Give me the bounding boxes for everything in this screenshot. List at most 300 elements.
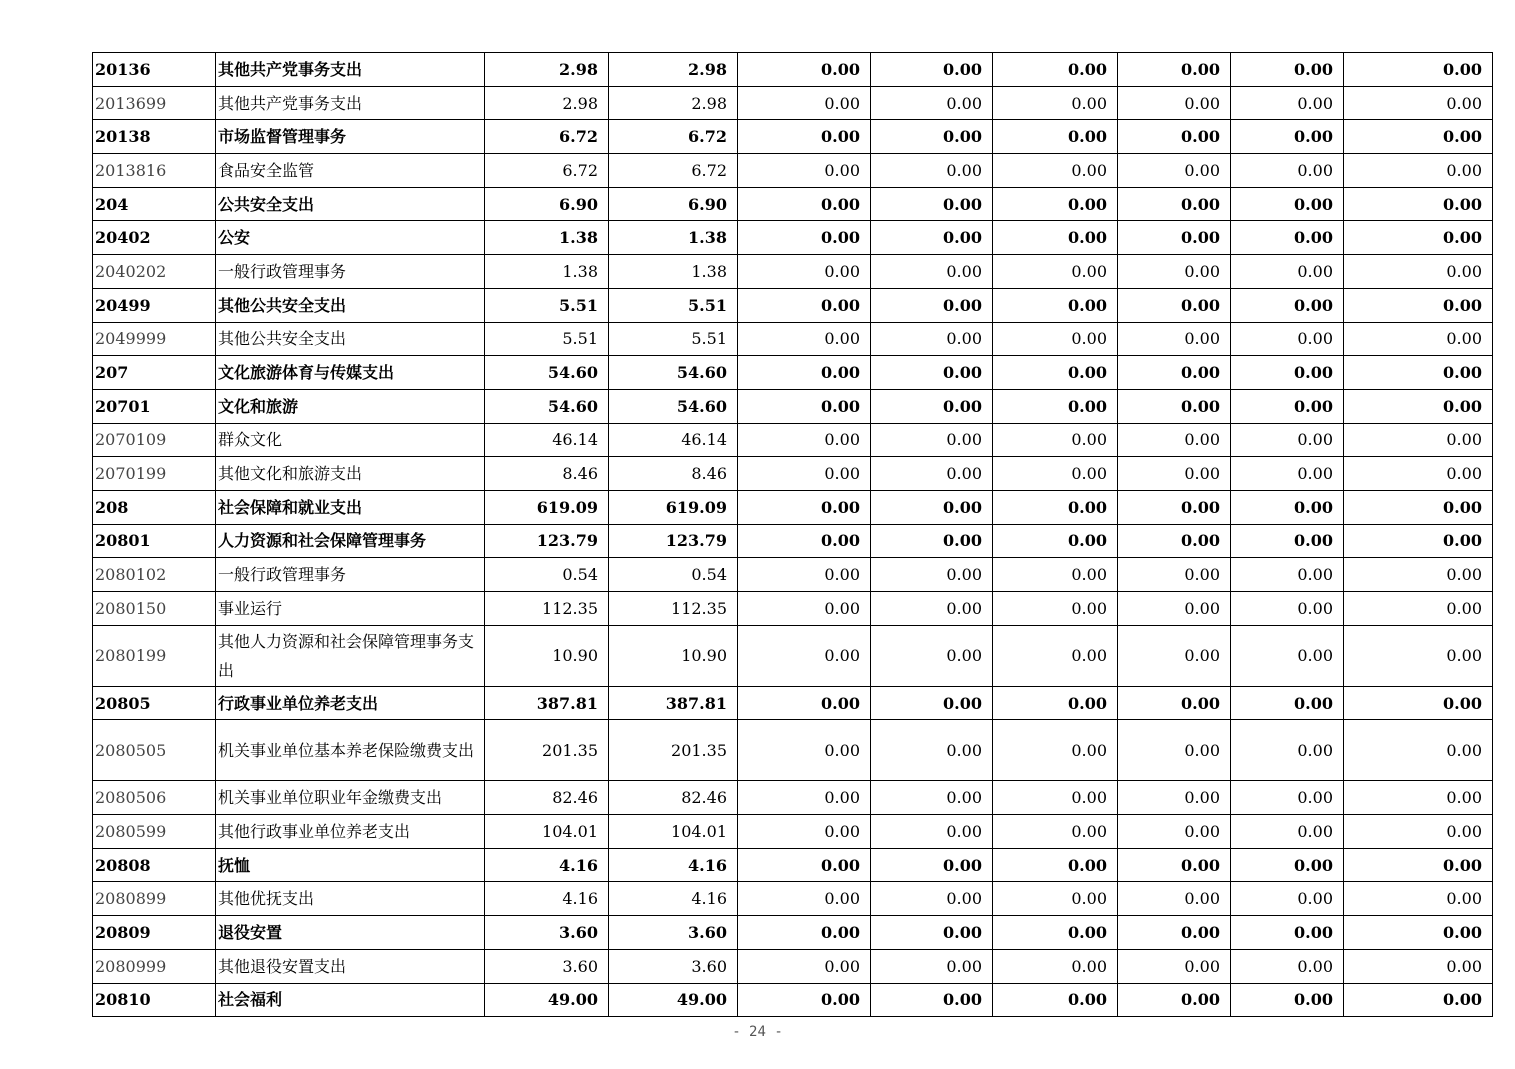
cell-subject-name: 其他人力资源和社会保障管理事务支出 [216, 625, 485, 686]
cell-amount: 0.00 [738, 322, 871, 356]
cell-amount: 0.00 [1344, 221, 1493, 255]
cell-subject-name: 其他退役安置支出 [216, 949, 485, 983]
cell-amount: 0.00 [871, 916, 993, 950]
cell-amount: 0.00 [738, 53, 871, 87]
cell-amount: 0.00 [993, 686, 1118, 720]
table-row [93, 815, 1493, 849]
cell-amount: 0.00 [1118, 524, 1231, 558]
cell-amount: 0.00 [738, 592, 871, 626]
table-row [93, 983, 1493, 1017]
table-row [93, 558, 1493, 592]
cell-amount: 387.81 [609, 686, 738, 720]
cell-amount: 0.00 [1118, 490, 1231, 524]
cell-amount: 0.00 [1231, 423, 1344, 457]
cell-amount: 0.00 [1344, 457, 1493, 491]
cell-subject-name: 市场监督管理事务 [216, 120, 485, 154]
cell-amount: 0.00 [738, 949, 871, 983]
cell-subject-name: 其他公共安全支出 [216, 288, 485, 322]
cell-amount: 2.98 [485, 86, 609, 120]
cell-amount: 0.00 [871, 625, 993, 686]
cell-amount: 0.00 [1118, 592, 1231, 626]
cell-subject-code: 20499 [93, 288, 216, 322]
cell-amount: 0.00 [871, 356, 993, 390]
cell-subject-name: 一般行政管理事务 [216, 558, 485, 592]
cell-subject-name: 食品安全监管 [216, 154, 485, 188]
cell-amount: 0.00 [1118, 187, 1231, 221]
cell-amount: 0.00 [993, 848, 1118, 882]
cell-subject-code: 2080102 [93, 558, 216, 592]
cell-amount: 0.00 [871, 720, 993, 781]
cell-amount: 6.72 [485, 154, 609, 188]
cell-subject-code: 20136 [93, 53, 216, 87]
cell-amount: 0.00 [1344, 720, 1493, 781]
cell-amount: 0.00 [1118, 558, 1231, 592]
table-row [93, 423, 1493, 457]
cell-amount: 0.00 [871, 592, 993, 626]
cell-subject-code: 2080999 [93, 949, 216, 983]
table-row [93, 221, 1493, 255]
cell-amount: 0.00 [993, 720, 1118, 781]
cell-amount: 0.00 [738, 154, 871, 188]
cell-amount: 0.54 [609, 558, 738, 592]
cell-amount: 0.00 [993, 120, 1118, 154]
page-number: - 24 - [732, 1024, 783, 1040]
cell-amount: 5.51 [609, 288, 738, 322]
cell-amount: 0.00 [871, 558, 993, 592]
cell-amount: 1.38 [609, 221, 738, 255]
cell-subject-code: 2070199 [93, 457, 216, 491]
cell-amount: 0.00 [738, 686, 871, 720]
cell-amount: 6.72 [609, 154, 738, 188]
cell-amount: 5.51 [485, 288, 609, 322]
cell-amount: 0.00 [871, 949, 993, 983]
cell-subject-code: 2080199 [93, 625, 216, 686]
cell-amount: 0.00 [1344, 848, 1493, 882]
table-row [93, 86, 1493, 120]
cell-amount: 0.00 [738, 490, 871, 524]
cell-subject-name: 一般行政管理事务 [216, 255, 485, 289]
cell-amount: 0.00 [1231, 288, 1344, 322]
cell-amount: 0.00 [993, 524, 1118, 558]
cell-amount: 0.00 [1118, 781, 1231, 815]
cell-amount: 0.00 [738, 288, 871, 322]
cell-amount: 3.60 [609, 949, 738, 983]
cell-amount: 0.00 [1118, 949, 1231, 983]
cell-amount: 123.79 [609, 524, 738, 558]
cell-amount: 4.16 [609, 848, 738, 882]
cell-amount: 0.00 [1118, 457, 1231, 491]
cell-amount: 0.00 [871, 53, 993, 87]
cell-amount: 0.00 [871, 848, 993, 882]
cell-subject-name: 退役安置 [216, 916, 485, 950]
cell-amount: 4.16 [485, 848, 609, 882]
cell-amount: 0.00 [1118, 815, 1231, 849]
cell-subject-code: 20402 [93, 221, 216, 255]
cell-amount: 0.00 [1231, 389, 1344, 423]
cell-amount: 0.00 [1344, 53, 1493, 87]
cell-amount: 0.00 [1344, 356, 1493, 390]
cell-amount: 0.00 [1118, 154, 1231, 188]
cell-subject-code: 2040202 [93, 255, 216, 289]
cell-amount: 0.00 [1344, 255, 1493, 289]
cell-amount: 0.00 [1118, 625, 1231, 686]
cell-subject-code: 2070109 [93, 423, 216, 457]
cell-amount: 0.00 [871, 524, 993, 558]
cell-amount: 0.00 [1118, 882, 1231, 916]
cell-amount: 3.60 [485, 949, 609, 983]
cell-amount: 0.00 [1344, 949, 1493, 983]
cell-amount: 6.90 [485, 187, 609, 221]
cell-amount: 0.00 [738, 983, 871, 1017]
cell-amount: 619.09 [485, 490, 609, 524]
cell-amount: 0.00 [1344, 86, 1493, 120]
cell-amount: 0.00 [993, 781, 1118, 815]
cell-amount: 0.00 [1118, 423, 1231, 457]
cell-amount: 0.00 [871, 389, 993, 423]
cell-amount: 387.81 [485, 686, 609, 720]
cell-amount: 0.00 [993, 983, 1118, 1017]
cell-amount: 201.35 [609, 720, 738, 781]
cell-amount: 4.16 [609, 882, 738, 916]
cell-amount: 0.00 [738, 389, 871, 423]
cell-amount: 0.00 [871, 120, 993, 154]
cell-amount: 0.00 [738, 356, 871, 390]
table-row [93, 255, 1493, 289]
cell-amount: 10.90 [485, 625, 609, 686]
cell-subject-name: 其他共产党事务支出 [216, 86, 485, 120]
cell-amount: 0.00 [1344, 490, 1493, 524]
cell-subject-name: 人力资源和社会保障管理事务 [216, 524, 485, 558]
cell-amount: 6.72 [609, 120, 738, 154]
cell-amount: 0.00 [1231, 255, 1344, 289]
cell-amount: 0.00 [993, 255, 1118, 289]
cell-subject-code: 2080599 [93, 815, 216, 849]
cell-amount: 0.00 [1231, 625, 1344, 686]
cell-amount: 0.00 [1344, 781, 1493, 815]
cell-amount: 0.00 [1231, 356, 1344, 390]
cell-amount: 5.51 [485, 322, 609, 356]
cell-amount: 619.09 [609, 490, 738, 524]
cell-amount: 0.00 [1231, 187, 1344, 221]
cell-subject-name: 其他优抚支出 [216, 882, 485, 916]
cell-amount: 0.00 [738, 625, 871, 686]
cell-amount: 1.38 [485, 255, 609, 289]
cell-amount: 0.00 [1344, 882, 1493, 916]
cell-amount: 0.00 [1118, 389, 1231, 423]
cell-subject-name: 公安 [216, 221, 485, 255]
cell-amount: 0.00 [993, 949, 1118, 983]
cell-amount: 0.00 [993, 187, 1118, 221]
cell-amount: 112.35 [485, 592, 609, 626]
cell-subject-code: 20810 [93, 983, 216, 1017]
cell-amount: 0.00 [993, 389, 1118, 423]
cell-subject-code: 207 [93, 356, 216, 390]
cell-amount: 0.00 [1231, 848, 1344, 882]
cell-amount: 0.00 [871, 781, 993, 815]
cell-amount: 0.00 [1231, 949, 1344, 983]
cell-amount: 0.00 [871, 686, 993, 720]
table-row [93, 916, 1493, 950]
cell-subject-name: 其他文化和旅游支出 [216, 457, 485, 491]
cell-amount: 0.00 [1344, 288, 1493, 322]
cell-amount: 0.00 [993, 490, 1118, 524]
cell-amount: 0.00 [993, 322, 1118, 356]
cell-amount: 0.00 [871, 815, 993, 849]
cell-amount: 0.00 [1344, 524, 1493, 558]
cell-amount: 0.00 [738, 781, 871, 815]
cell-amount: 0.00 [871, 322, 993, 356]
cell-amount: 0.00 [1344, 983, 1493, 1017]
cell-amount: 0.00 [871, 221, 993, 255]
table-row [93, 322, 1493, 356]
cell-subject-name: 其他行政事业单位养老支出 [216, 815, 485, 849]
cell-amount: 0.00 [1344, 592, 1493, 626]
cell-amount: 0.00 [1231, 524, 1344, 558]
cell-amount: 0.00 [738, 120, 871, 154]
cell-amount: 0.00 [993, 288, 1118, 322]
cell-amount: 0.00 [993, 815, 1118, 849]
budget-table [92, 52, 1493, 1017]
cell-subject-code: 208 [93, 490, 216, 524]
cell-subject-code: 2080505 [93, 720, 216, 781]
cell-subject-code: 2080506 [93, 781, 216, 815]
cell-amount: 0.00 [1118, 848, 1231, 882]
cell-amount: 0.00 [1118, 221, 1231, 255]
table-row [93, 490, 1493, 524]
table-row [93, 592, 1493, 626]
cell-amount: 0.00 [1231, 322, 1344, 356]
budget-table-container [92, 52, 1492, 1017]
cell-amount: 0.00 [1344, 389, 1493, 423]
cell-amount: 0.00 [1231, 686, 1344, 720]
cell-amount: 0.00 [1118, 356, 1231, 390]
cell-subject-code: 2049999 [93, 322, 216, 356]
cell-amount: 112.35 [609, 592, 738, 626]
table-row [93, 882, 1493, 916]
cell-amount: 0.00 [1231, 120, 1344, 154]
cell-subject-name: 群众文化 [216, 423, 485, 457]
cell-amount: 0.00 [1344, 154, 1493, 188]
cell-amount: 0.00 [1118, 53, 1231, 87]
cell-amount: 0.00 [1118, 916, 1231, 950]
cell-amount: 0.00 [1118, 255, 1231, 289]
cell-amount: 1.38 [609, 255, 738, 289]
cell-amount: 104.01 [485, 815, 609, 849]
cell-subject-name: 公共安全支出 [216, 187, 485, 221]
cell-amount: 6.72 [485, 120, 609, 154]
table-row [93, 154, 1493, 188]
cell-amount: 0.00 [1344, 686, 1493, 720]
cell-amount: 0.00 [738, 882, 871, 916]
cell-amount: 0.00 [871, 490, 993, 524]
table-row [93, 720, 1493, 781]
table-row [93, 120, 1493, 154]
cell-amount: 46.14 [609, 423, 738, 457]
cell-amount: 0.00 [993, 86, 1118, 120]
cell-amount: 0.00 [738, 848, 871, 882]
cell-amount: 49.00 [485, 983, 609, 1017]
cell-amount: 0.00 [871, 457, 993, 491]
cell-subject-code: 20808 [93, 848, 216, 882]
cell-amount: 0.00 [993, 53, 1118, 87]
cell-amount: 0.00 [993, 457, 1118, 491]
table-row [93, 625, 1493, 686]
cell-amount: 2.98 [485, 53, 609, 87]
cell-amount: 54.60 [485, 356, 609, 390]
cell-amount: 0.00 [1231, 781, 1344, 815]
cell-amount: 0.00 [871, 423, 993, 457]
cell-amount: 0.00 [738, 720, 871, 781]
cell-amount: 0.00 [738, 255, 871, 289]
cell-amount: 0.00 [1231, 457, 1344, 491]
cell-subject-code: 204 [93, 187, 216, 221]
cell-amount: 0.00 [738, 221, 871, 255]
cell-subject-code: 20138 [93, 120, 216, 154]
cell-subject-name: 社会福利 [216, 983, 485, 1017]
cell-amount: 0.00 [1344, 916, 1493, 950]
cell-amount: 4.16 [485, 882, 609, 916]
cell-amount: 0.00 [871, 288, 993, 322]
cell-amount: 0.00 [1344, 423, 1493, 457]
cell-amount: 8.46 [485, 457, 609, 491]
cell-amount: 0.00 [871, 255, 993, 289]
cell-subject-name: 行政事业单位养老支出 [216, 686, 485, 720]
cell-amount: 49.00 [609, 983, 738, 1017]
cell-amount: 5.51 [609, 322, 738, 356]
cell-amount: 0.54 [485, 558, 609, 592]
cell-subject-name: 事业运行 [216, 592, 485, 626]
cell-amount: 0.00 [1231, 916, 1344, 950]
cell-amount: 0.00 [1231, 815, 1344, 849]
cell-amount: 0.00 [993, 916, 1118, 950]
cell-amount: 54.60 [485, 389, 609, 423]
cell-amount: 0.00 [1344, 187, 1493, 221]
cell-subject-name: 其他共产党事务支出 [216, 53, 485, 87]
cell-amount: 0.00 [1118, 288, 1231, 322]
table-row [93, 288, 1493, 322]
cell-amount: 201.35 [485, 720, 609, 781]
cell-amount: 0.00 [1118, 120, 1231, 154]
cell-amount: 0.00 [1231, 592, 1344, 626]
cell-amount: 0.00 [1231, 882, 1344, 916]
cell-amount: 0.00 [993, 592, 1118, 626]
table-row [93, 356, 1493, 390]
table-row [93, 524, 1493, 558]
cell-subject-name: 抚恤 [216, 848, 485, 882]
cell-amount: 0.00 [871, 154, 993, 188]
cell-amount: 0.00 [1344, 815, 1493, 849]
table-row [93, 686, 1493, 720]
cell-amount: 0.00 [871, 187, 993, 221]
budget-table-body [93, 53, 1493, 1017]
cell-amount: 46.14 [485, 423, 609, 457]
cell-subject-name: 文化旅游体育与传媒支出 [216, 356, 485, 390]
table-row [93, 53, 1493, 87]
cell-amount: 0.00 [1118, 720, 1231, 781]
cell-amount: 0.00 [738, 916, 871, 950]
table-row [93, 389, 1493, 423]
cell-amount: 0.00 [1231, 221, 1344, 255]
cell-amount: 0.00 [1118, 686, 1231, 720]
cell-amount: 0.00 [1231, 490, 1344, 524]
cell-amount: 2.98 [609, 53, 738, 87]
cell-subject-code: 2013816 [93, 154, 216, 188]
cell-amount: 0.00 [1118, 983, 1231, 1017]
cell-amount: 0.00 [1231, 53, 1344, 87]
cell-amount: 0.00 [993, 221, 1118, 255]
cell-subject-name: 其他公共安全支出 [216, 322, 485, 356]
cell-amount: 0.00 [1118, 322, 1231, 356]
cell-amount: 0.00 [1231, 720, 1344, 781]
cell-amount: 0.00 [871, 86, 993, 120]
cell-amount: 0.00 [993, 423, 1118, 457]
cell-amount: 0.00 [738, 524, 871, 558]
cell-amount: 0.00 [738, 187, 871, 221]
cell-subject-code: 20701 [93, 389, 216, 423]
cell-subject-name: 机关事业单位基本养老保险缴费支出 [216, 720, 485, 781]
cell-amount: 123.79 [485, 524, 609, 558]
cell-amount: 82.46 [609, 781, 738, 815]
table-row [93, 457, 1493, 491]
table-row [93, 187, 1493, 221]
cell-amount: 6.90 [609, 187, 738, 221]
cell-amount: 0.00 [993, 882, 1118, 916]
cell-subject-name: 文化和旅游 [216, 389, 485, 423]
cell-subject-code: 20801 [93, 524, 216, 558]
cell-amount: 0.00 [871, 983, 993, 1017]
cell-amount: 0.00 [871, 882, 993, 916]
cell-amount: 0.00 [1344, 120, 1493, 154]
cell-amount: 8.46 [609, 457, 738, 491]
cell-amount: 0.00 [1231, 86, 1344, 120]
cell-amount: 0.00 [993, 356, 1118, 390]
cell-amount: 0.00 [993, 154, 1118, 188]
table-row [93, 949, 1493, 983]
cell-amount: 104.01 [609, 815, 738, 849]
table-row [93, 848, 1493, 882]
cell-amount: 2.98 [609, 86, 738, 120]
cell-subject-name: 机关事业单位职业年金缴费支出 [216, 781, 485, 815]
cell-subject-code: 2013699 [93, 86, 216, 120]
cell-subject-code: 20809 [93, 916, 216, 950]
cell-amount: 0.00 [1118, 86, 1231, 120]
cell-amount: 3.60 [609, 916, 738, 950]
cell-subject-code: 2080899 [93, 882, 216, 916]
cell-amount: 0.00 [738, 86, 871, 120]
cell-amount: 0.00 [1231, 154, 1344, 188]
cell-subject-code: 20805 [93, 686, 216, 720]
cell-amount: 3.60 [485, 916, 609, 950]
cell-subject-code: 2080150 [93, 592, 216, 626]
cell-amount: 0.00 [993, 558, 1118, 592]
cell-amount: 54.60 [609, 356, 738, 390]
cell-amount: 0.00 [1344, 625, 1493, 686]
cell-amount: 0.00 [1344, 558, 1493, 592]
cell-amount: 0.00 [738, 815, 871, 849]
cell-amount: 10.90 [609, 625, 738, 686]
cell-amount: 0.00 [993, 625, 1118, 686]
cell-amount: 1.38 [485, 221, 609, 255]
cell-amount: 82.46 [485, 781, 609, 815]
cell-amount: 0.00 [738, 423, 871, 457]
cell-amount: 0.00 [1231, 558, 1344, 592]
table-row [93, 781, 1493, 815]
cell-amount: 54.60 [609, 389, 738, 423]
cell-subject-name: 社会保障和就业支出 [216, 490, 485, 524]
cell-amount: 0.00 [1344, 322, 1493, 356]
cell-amount: 0.00 [1231, 983, 1344, 1017]
cell-amount: 0.00 [738, 457, 871, 491]
